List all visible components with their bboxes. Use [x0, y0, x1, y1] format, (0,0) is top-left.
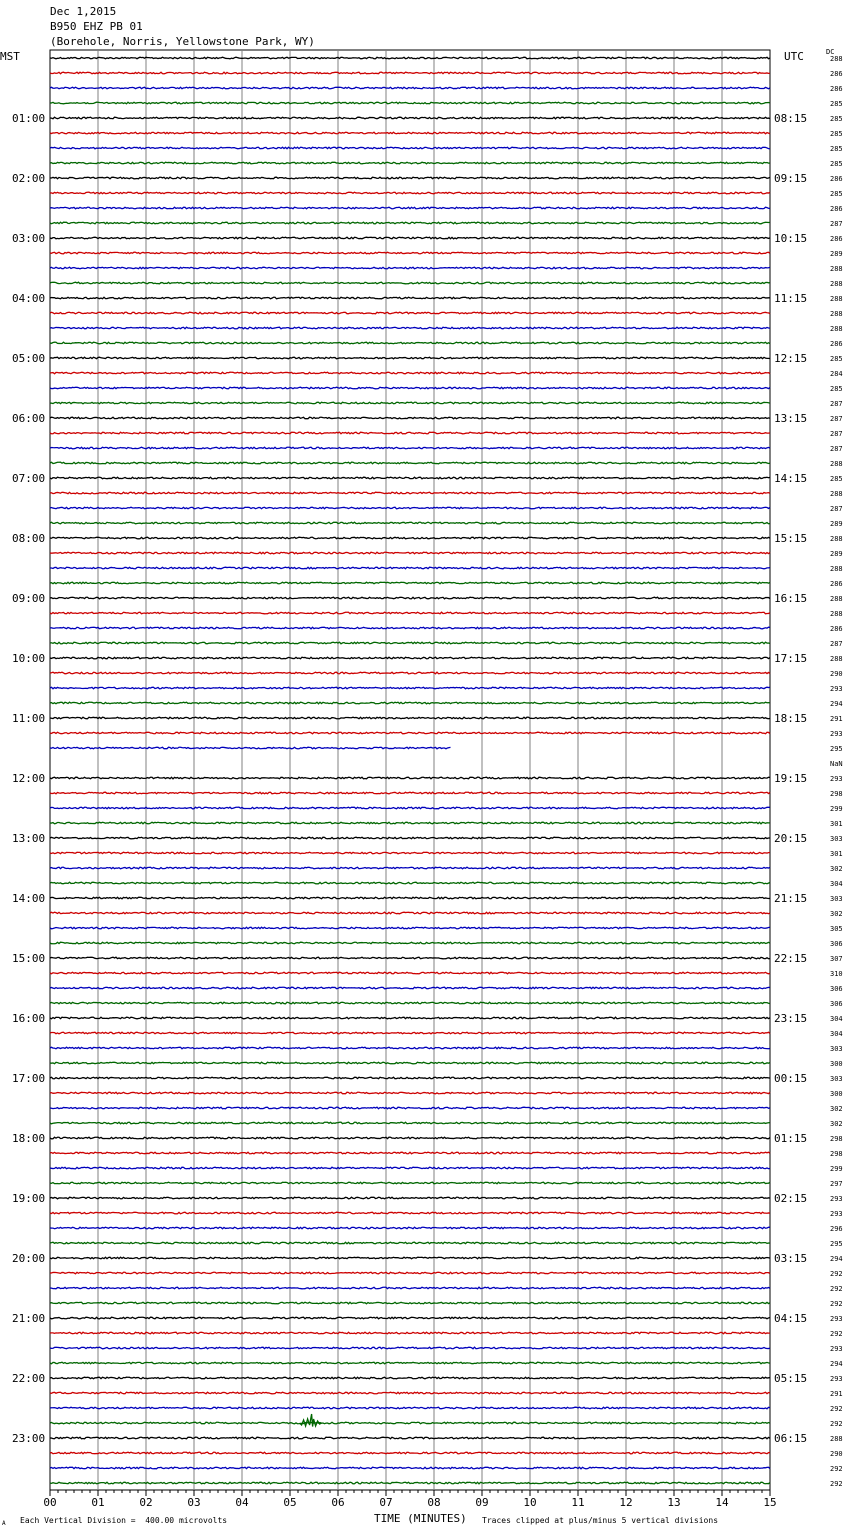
- dc-offset-label: 298: [830, 790, 843, 798]
- trace-line: [50, 402, 770, 404]
- trace-line: [50, 837, 770, 839]
- dc-offset-label: 294: [830, 1360, 843, 1368]
- trace-line: [50, 1467, 770, 1469]
- trace-line: [50, 732, 770, 734]
- dc-offset-label: 291: [830, 1390, 843, 1398]
- trace-line: [50, 792, 770, 794]
- trace-line: [50, 492, 770, 494]
- trace-line: [50, 1407, 770, 1409]
- dc-offset-label: 287: [830, 640, 843, 648]
- dc-offset-label: 284: [830, 370, 843, 378]
- dc-offset-label: 298: [830, 1135, 843, 1143]
- hour-label-right: 17:15: [774, 652, 808, 665]
- hour-label-right: 16:15: [774, 592, 808, 605]
- trace-line: [50, 102, 770, 104]
- trace-line: [50, 1122, 770, 1124]
- trace-line: [50, 1017, 770, 1019]
- dc-offset-label: 288: [830, 325, 843, 333]
- chart-date: Dec 1,2015: [50, 5, 117, 18]
- x-tick-label: 09: [475, 1496, 489, 1509]
- scale-note: Each Vertical Division = 400.00 microvolts: [20, 1516, 228, 1525]
- hour-label-right: 09:15: [774, 172, 808, 185]
- dc-offset-label: 286: [830, 70, 843, 78]
- dc-offset-label: 304: [830, 1015, 843, 1023]
- hour-label-left: 09:00: [12, 592, 46, 605]
- dc-offset-label: 306: [830, 940, 843, 948]
- trace-line: [50, 1437, 770, 1439]
- dc-offset-label: 289: [830, 250, 843, 258]
- dc-offset-label: 302: [830, 1120, 843, 1128]
- x-axis-title: TIME (MINUTES): [374, 1512, 467, 1525]
- trace-line: [50, 1062, 770, 1064]
- trace-line: [50, 192, 770, 194]
- trace-line: [50, 477, 770, 479]
- dc-offset-label: 292: [830, 1405, 843, 1413]
- trace-line: [50, 177, 770, 179]
- dc-offset-label: 302: [830, 865, 843, 873]
- dc-offset-label: 287: [830, 430, 843, 438]
- dc-offset-label: 302: [830, 910, 843, 918]
- hour-label-left: 18:00: [12, 1132, 46, 1145]
- dc-offset-label: 288: [830, 1435, 843, 1443]
- dc-offset-label: 287: [830, 505, 843, 513]
- hour-label-right: 18:15: [774, 712, 808, 725]
- dc-offset-label: 293: [830, 685, 843, 693]
- dc-offset-label: 285: [830, 130, 843, 138]
- hour-label-right: 22:15: [774, 952, 808, 965]
- hour-label-right: 14:15: [774, 472, 808, 485]
- trace-line: [50, 507, 770, 509]
- dc-offset-label: 285: [830, 100, 843, 108]
- dc-offset-label: 286: [830, 85, 843, 93]
- dc-offset-label: 303: [830, 895, 843, 903]
- trace-line: [50, 1392, 770, 1394]
- trace-line: [50, 747, 451, 749]
- hour-label-right: 04:15: [774, 1312, 808, 1325]
- dc-offset-label: 303: [830, 1045, 843, 1053]
- plot-frame: [50, 50, 770, 1490]
- dc-offset-label: 285: [830, 190, 843, 198]
- dc-offset-label: 293: [830, 1315, 843, 1323]
- trace-line: [50, 807, 770, 809]
- trace-line: [50, 567, 770, 569]
- dc-offset-label: 288: [830, 610, 843, 618]
- hour-label-left: 14:00: [12, 892, 46, 905]
- trace-line: [50, 927, 770, 929]
- hour-label-right: 12:15: [774, 352, 808, 365]
- dc-offset-label: 288: [830, 490, 843, 498]
- trace-line: [50, 162, 770, 164]
- hour-label-right: 23:15: [774, 1012, 808, 1025]
- clip-note: Traces clipped at plus/minus 5 vertical divisions: [482, 1516, 719, 1525]
- hour-label-right: 21:15: [774, 892, 808, 905]
- dc-offset-label: 292: [830, 1480, 843, 1488]
- dc-offset-label: 303: [830, 835, 843, 843]
- trace-line: [50, 852, 770, 854]
- hour-label-left: 16:00: [12, 1012, 46, 1025]
- hour-label-left: 05:00: [12, 352, 46, 365]
- dc-offset-label: 287: [830, 220, 843, 228]
- dc-offset-label: 305: [830, 925, 843, 933]
- trace-line: [50, 867, 770, 869]
- x-tick-label: 03: [187, 1496, 201, 1509]
- dc-offset-label: 292: [830, 1300, 843, 1308]
- trace-line: [50, 897, 770, 899]
- trace-line: [50, 447, 770, 449]
- x-tick-label: 06: [331, 1496, 345, 1509]
- trace-line: [50, 1377, 770, 1379]
- dc-offset-label: 300: [830, 1060, 843, 1068]
- dc-offset-label: 288: [830, 595, 843, 603]
- dc-offset-label: 290: [830, 1450, 843, 1458]
- trace-line: [50, 552, 770, 554]
- trace-line: [50, 1137, 770, 1139]
- dc-offset-label: 287: [830, 445, 843, 453]
- hour-label-right: 20:15: [774, 832, 808, 845]
- dc-offset-label: 293: [830, 1345, 843, 1353]
- dc-offset-label: 289: [830, 550, 843, 558]
- dc-offset-label: 297: [830, 1180, 843, 1188]
- dc-offset-label: 306: [830, 1000, 843, 1008]
- dc-offset-label: 292: [830, 1270, 843, 1278]
- hour-label-right: 03:15: [774, 1252, 808, 1265]
- trace-line: [50, 987, 770, 989]
- dc-offset-label: 294: [830, 1255, 843, 1263]
- dc-offset-label: 288: [830, 295, 843, 303]
- trace-line: [50, 1332, 770, 1334]
- dc-offset-label: 292: [830, 1420, 843, 1428]
- hour-label-left: 10:00: [12, 652, 46, 665]
- trace-line: [50, 912, 770, 914]
- trace-line: [50, 1107, 770, 1109]
- dc-offset-label: 285: [830, 475, 843, 483]
- trace-line: [50, 972, 770, 974]
- dc-offset-label: 310: [830, 970, 843, 978]
- trace-line: [50, 132, 770, 134]
- trace-line: [50, 1272, 770, 1274]
- hour-label-left: 20:00: [12, 1252, 46, 1265]
- trace-line: [50, 1302, 770, 1304]
- hour-label-right: 08:15: [774, 112, 808, 125]
- dc-offset-label: 294: [830, 700, 843, 708]
- hour-label-right: 01:15: [774, 1132, 808, 1145]
- dc-offset-label: 286: [830, 175, 843, 183]
- trace-line: [50, 387, 770, 389]
- trace-line: [50, 1287, 770, 1289]
- trace-line: [50, 1197, 770, 1199]
- dc-offset-label: 286: [830, 340, 843, 348]
- hour-label-right: 06:15: [774, 1432, 808, 1445]
- x-tick-label: 11: [571, 1496, 585, 1509]
- dc-offset-label: 291: [830, 715, 843, 723]
- trace-line: [50, 57, 770, 59]
- x-tick-label: 04: [235, 1496, 249, 1509]
- dc-offset-label: 304: [830, 1030, 843, 1038]
- x-tick-label: 12: [619, 1496, 633, 1509]
- trace-line: [50, 357, 770, 359]
- trace-line: [50, 1077, 770, 1079]
- trace-line: [50, 777, 770, 779]
- trace-line: [50, 1242, 770, 1244]
- trace-line: [50, 417, 770, 419]
- trace-line: [50, 282, 770, 284]
- dc-offset-label: 295: [830, 745, 843, 753]
- dc-offset-label: 285: [830, 115, 843, 123]
- dc-offset-label: 288: [830, 655, 843, 663]
- dc-offset-label: 290: [830, 670, 843, 678]
- trace-line: [50, 612, 770, 614]
- trace-line: [50, 1422, 770, 1424]
- dc-offset-label: 286: [830, 235, 843, 243]
- dc-offset-label: 299: [830, 805, 843, 813]
- dc-offset-label: 298: [830, 1150, 843, 1158]
- chart-location: (Borehole, Norris, Yellowstone Park, WY): [50, 35, 315, 48]
- dc-offset-label: 287: [830, 400, 843, 408]
- trace-line: [50, 702, 770, 704]
- dc-offset-label: 288: [830, 55, 843, 63]
- trace-line: [50, 882, 770, 884]
- dc-offset-label: 286: [830, 625, 843, 633]
- hour-label-right: 19:15: [774, 772, 808, 785]
- trace-line: [50, 672, 770, 674]
- trace-line: [50, 222, 770, 224]
- trace-line: [50, 1002, 770, 1004]
- trace-line: [50, 597, 770, 599]
- dc-offset-label: 293: [830, 1210, 843, 1218]
- x-tick-label: 13: [667, 1496, 681, 1509]
- hour-label-left: 04:00: [12, 292, 46, 305]
- dc-column-title: DC: [826, 48, 835, 56]
- hour-label-left: 03:00: [12, 232, 46, 245]
- trace-line: [50, 267, 770, 269]
- trace-line: [50, 1347, 770, 1349]
- x-tick-label: 15: [763, 1496, 777, 1509]
- trace-line: [50, 372, 770, 374]
- trace-line: [50, 1152, 770, 1154]
- trace-line: [50, 207, 770, 209]
- hour-label-left: 07:00: [12, 472, 46, 485]
- left-axis-title: MST: [0, 50, 20, 63]
- trace-line: [50, 1257, 770, 1259]
- trace-line: [50, 627, 770, 629]
- dc-offset-label: 299: [830, 1165, 843, 1173]
- trace-line: [50, 1092, 770, 1094]
- trace-line: [50, 522, 770, 524]
- trace-line: [50, 642, 770, 644]
- chart-station: B950 EHZ PB 01: [50, 20, 143, 33]
- dc-offset-label: 300: [830, 1090, 843, 1098]
- trace-line: [50, 1032, 770, 1034]
- hour-label-left: 15:00: [12, 952, 46, 965]
- trace-line: [50, 687, 770, 689]
- trace-line: [50, 942, 770, 944]
- trace-line: [50, 252, 770, 254]
- trace-line: [50, 342, 770, 344]
- dc-offset-label: 292: [830, 1330, 843, 1338]
- trace-line: [50, 432, 770, 434]
- trace-line: [50, 1212, 770, 1214]
- trace-line: [50, 147, 770, 149]
- dc-offset-label: 285: [830, 160, 843, 168]
- hour-label-left: 19:00: [12, 1192, 46, 1205]
- trace-line: [50, 297, 770, 299]
- trace-line: [50, 582, 770, 584]
- x-tick-label: 00: [43, 1496, 57, 1509]
- trace-line: [50, 312, 770, 314]
- dc-offset-label: 285: [830, 355, 843, 363]
- trace-line: [50, 1362, 770, 1364]
- x-tick-label: 01: [91, 1496, 105, 1509]
- trace-line: [50, 72, 770, 74]
- dc-offset-label: 288: [830, 460, 843, 468]
- x-tick-label: 14: [715, 1496, 729, 1509]
- dc-offset-label: 288: [830, 265, 843, 273]
- hour-label-right: 02:15: [774, 1192, 808, 1205]
- hour-label-right: 13:15: [774, 412, 808, 425]
- dc-offset-label: 288: [830, 310, 843, 318]
- dc-offset-label: 296: [830, 1225, 843, 1233]
- hour-label-left: 06:00: [12, 412, 46, 425]
- dc-offset-label: 285: [830, 145, 843, 153]
- dc-offset-label: 307: [830, 955, 843, 963]
- trace-line: [50, 327, 770, 329]
- trace-line: [50, 717, 770, 719]
- x-tick-label: 05: [283, 1496, 297, 1509]
- hour-label-right: 15:15: [774, 532, 808, 545]
- dc-offset-label: 286: [830, 580, 843, 588]
- hour-label-left: 21:00: [12, 1312, 46, 1325]
- trace-line: [50, 87, 770, 89]
- hour-label-left: 08:00: [12, 532, 46, 545]
- trace-line: [50, 1482, 770, 1484]
- dc-offset-label: 293: [830, 1195, 843, 1203]
- hour-label-left: 12:00: [12, 772, 46, 785]
- trace-line: [50, 1167, 770, 1169]
- hour-label-left: 23:00: [12, 1432, 46, 1445]
- trace-line: [50, 1227, 770, 1229]
- dc-offset-label: 293: [830, 730, 843, 738]
- hour-label-right: 05:15: [774, 1372, 808, 1385]
- trace-line: [50, 957, 770, 959]
- trace-line: [50, 117, 770, 119]
- dc-offset-label: 289: [830, 520, 843, 528]
- dc-offset-label: 306: [830, 985, 843, 993]
- hour-label-right: 00:15: [774, 1072, 808, 1085]
- dc-offset-label: 288: [830, 565, 843, 573]
- dc-offset-label: 292: [830, 1285, 843, 1293]
- hour-label-left: 22:00: [12, 1372, 46, 1385]
- right-axis-title: UTC: [784, 50, 804, 63]
- dc-offset-label: 287: [830, 415, 843, 423]
- trace-line: [50, 462, 770, 464]
- event-waveform: [300, 1414, 322, 1427]
- trace-line: [50, 822, 770, 824]
- dc-offset-label: 286: [830, 205, 843, 213]
- hour-label-right: 11:15: [774, 292, 808, 305]
- x-tick-label: 08: [427, 1496, 441, 1509]
- dc-offset-label: 304: [830, 880, 843, 888]
- dc-offset-label: 293: [830, 1375, 843, 1383]
- hour-label-left: 01:00: [12, 112, 46, 125]
- x-tick-label: 07: [379, 1496, 393, 1509]
- dc-offset-label: 295: [830, 1240, 843, 1248]
- trace-line: [50, 1047, 770, 1049]
- dc-offset-label: NaN: [830, 760, 843, 768]
- dc-offset-label: 288: [830, 535, 843, 543]
- hour-label-left: 11:00: [12, 712, 46, 725]
- trace-line: [50, 657, 770, 659]
- dc-offset-label: 303: [830, 1075, 843, 1083]
- trace-line: [50, 1317, 770, 1319]
- hour-label-left: 17:00: [12, 1072, 46, 1085]
- trace-line: [50, 537, 770, 539]
- dc-offset-label: 285: [830, 385, 843, 393]
- trace-line: [50, 1182, 770, 1184]
- dc-offset-label: 292: [830, 1465, 843, 1473]
- dc-offset-label: 293: [830, 775, 843, 783]
- trace-line: [50, 237, 770, 239]
- hour-label-left: 02:00: [12, 172, 46, 185]
- x-tick-label: 10: [523, 1496, 537, 1509]
- dc-offset-label: 301: [830, 820, 843, 828]
- hour-label-right: 10:15: [774, 232, 808, 245]
- corner-mark: A: [2, 1520, 6, 1527]
- hour-label-left: 13:00: [12, 832, 46, 845]
- x-tick-label: 02: [139, 1496, 153, 1509]
- dc-offset-label: 302: [830, 1105, 843, 1113]
- trace-line: [50, 1452, 770, 1454]
- dc-offset-label: 301: [830, 850, 843, 858]
- dc-offset-label: 288: [830, 280, 843, 288]
